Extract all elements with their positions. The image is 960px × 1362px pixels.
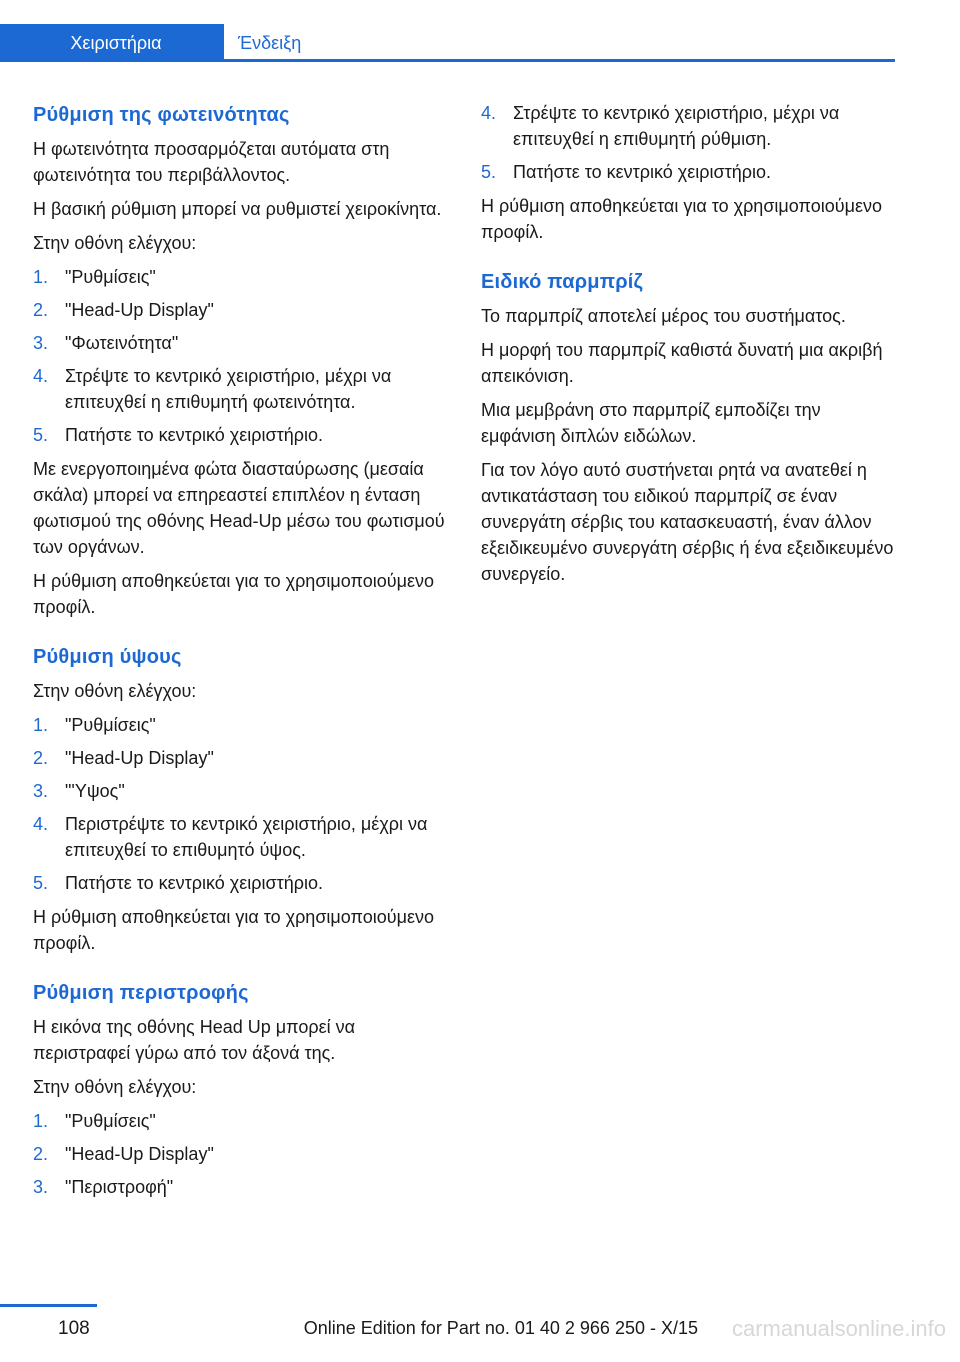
step-item [33, 712, 451, 738]
tab-display[interactable]: Ένδειξη [238, 33, 302, 53]
step-text: "Head-Up Display" [65, 300, 214, 320]
page-number: 108 [58, 1318, 90, 1339]
section-title-windshield: Ειδικό παρμπρίζ [481, 271, 643, 293]
step-text: Πατήστε το κεντρικό χειριστήριο. [65, 425, 323, 445]
step-number: 3. [33, 781, 49, 801]
page-header [0, 0, 895, 62]
steps-brightness [33, 264, 451, 448]
paragraph: Με ενεργοποιημένα φώτα διασταύρωσης (μεσαία σκάλα) μπορεί να επηρεαστεί επιπλέον η ένταση φωτισμού της οθόνης Head-Up μέσω του φωτισμού των οργάνων. [33, 459, 445, 557]
step-text: "'Υψος" [65, 781, 125, 801]
paragraph: Η μορφή του παρμπρίζ καθιστά δυνατή μια ακριβή απεικόνιση. [481, 340, 883, 386]
step-text: "Περιστροφή" [65, 1177, 174, 1197]
step-number: 3. [33, 333, 49, 353]
step-item [33, 745, 451, 771]
step-item [481, 159, 899, 185]
paragraph: Το παρμπρίζ αποτελεί μέρος του συστήματος. [481, 306, 846, 326]
step-item [33, 422, 451, 448]
step-text: "Ρυθμίσεις" [65, 267, 156, 287]
step-text: Πατήστε το κεντρικό χειριστήριο. [513, 162, 771, 182]
section-title-height: Ρύθμιση ύψους [33, 646, 182, 668]
steps-rotation [33, 1108, 451, 1200]
step-item [33, 1108, 451, 1134]
step-number: 1. [33, 267, 49, 287]
step-text: Περιστρέψτε το κεντρικό χειριστήριο, μέχρι να επιτευχθεί το επιθυμητό ύψος. [65, 814, 428, 860]
step-item [33, 363, 451, 415]
step-text: "Head-Up Display" [65, 748, 214, 768]
step-number: 3. [33, 1177, 49, 1197]
step-number: 1. [33, 715, 49, 735]
page-number-rule [0, 1304, 97, 1307]
steps-rotation-continued [481, 100, 899, 185]
step-text: "Ρυθμίσεις" [65, 715, 156, 735]
step-item [33, 297, 451, 323]
left-column [33, 100, 451, 1208]
steps-height [33, 712, 451, 896]
paragraph: Η ρύθμιση αποθηκεύεται για το χρησιμοποιούμενο προφίλ. [481, 196, 882, 242]
tab-controls[interactable]: Χειριστήρια [0, 24, 224, 62]
step-number: 5. [33, 425, 49, 445]
step-item [33, 330, 451, 356]
paragraph: Η φωτεινότητα προσαρμόζεται αυτόματα στη φωτεινότητα του περιβάλλοντος. [33, 139, 390, 185]
step-number: 4. [33, 814, 49, 834]
step-text: "Ρυθμίσεις" [65, 1111, 156, 1131]
right-column [481, 100, 899, 595]
step-text: Στρέψτε το κεντρικό χειριστήριο, μέχρι να επιτευχθεί η επιθυμητή φωτεινότητα. [65, 366, 392, 412]
step-number: 5. [33, 873, 49, 893]
paragraph: Η ρύθμιση αποθηκεύεται για το χρησιμοποιούμενο προφίλ. [33, 907, 434, 953]
watermark: carmanualsonline.info [731, 1316, 946, 1341]
step-number: 4. [481, 103, 497, 123]
paragraph: Η βασική ρύθμιση μπορεί να ρυθμιστεί χειροκίνητα. [33, 199, 442, 219]
step-item [33, 1141, 451, 1167]
step-item [33, 264, 451, 290]
step-number: 4. [33, 366, 49, 386]
paragraph: Μια μεμβράνη στο παρμπρίζ εμποδίζει την εμφάνιση διπλών ειδώλων. [481, 400, 821, 446]
step-text: "Φωτεινότητα" [65, 333, 179, 353]
edition-note: Online Edition for Part no. 01 40 2 966 250 - X/15 [303, 1318, 698, 1338]
section-title-brightness: Ρύθμιση της φωτεινότητας [33, 104, 290, 126]
paragraph: Για τον λόγο αυτό συστήνεται ρητά να ανατεθεί η αντικατάσταση του ειδικού παρμπρίζ σε έναν συνεργάτη σέρβις του κατασκευαστή, έναν άλλον εξειδικευμένο συνεργάτη σέρβις ή ένα εξειδικευμένο συνεργείο. [481, 460, 894, 584]
step-number: 2. [33, 1144, 49, 1164]
step-number: 5. [481, 162, 497, 182]
paragraph: Η ρύθμιση αποθηκεύεται για το χρησιμοποιούμενο προφίλ. [33, 571, 434, 617]
step-item [33, 811, 451, 863]
step-item [33, 1174, 451, 1200]
step-number: 1. [33, 1111, 49, 1131]
step-item [33, 870, 451, 896]
paragraph: Στην οθόνη ελέγχου: [33, 681, 197, 701]
paragraph: Στην οθόνη ελέγχου: [33, 1077, 197, 1097]
step-number: 2. [33, 748, 49, 768]
paragraph: Στην οθόνη ελέγχου: [33, 233, 197, 253]
paragraph: Η εικόνα της οθόνης Head Up μπορεί να περιστραφεί γύρω από τον άξονά της. [33, 1017, 355, 1063]
step-item [33, 778, 451, 804]
step-text: Στρέψτε το κεντρικό χειριστήριο, μέχρι να επιτευχθεί η επιθυμητή ρύθμιση. [513, 103, 840, 149]
step-number: 2. [33, 300, 49, 320]
step-text: Πατήστε το κεντρικό χειριστήριο. [65, 873, 323, 893]
step-item [481, 100, 899, 152]
step-text: "Head-Up Display" [65, 1144, 214, 1164]
section-title-rotation: Ρύθμιση περιστροφής [33, 982, 249, 1004]
